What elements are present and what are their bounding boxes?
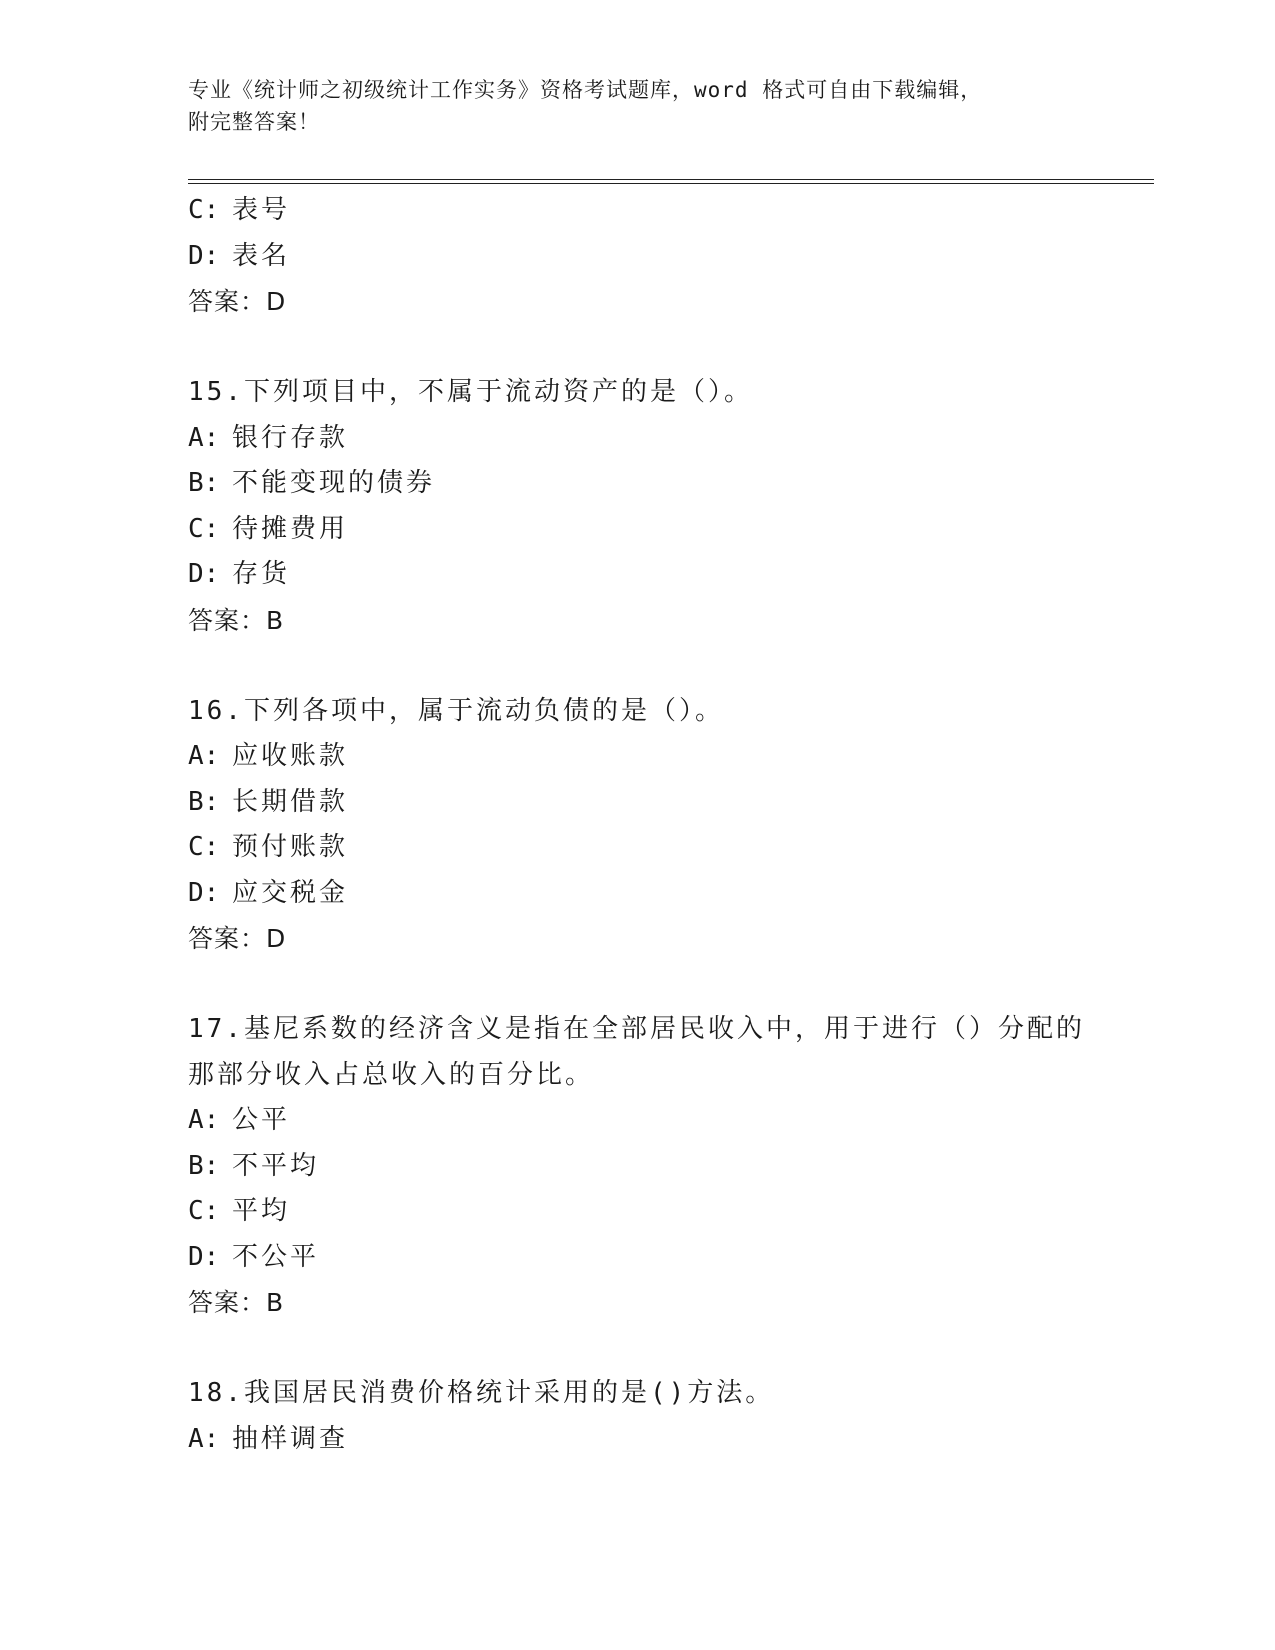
option-text: 不平均 [232, 1150, 320, 1181]
question-stem-continued: 那部分收入占总收入的百分比。 [188, 1059, 595, 1090]
option-letter: C: [188, 195, 220, 225]
option-text: 公平 [232, 1105, 291, 1135]
option-row [188, 871, 1148, 917]
option-text: 不公平 [232, 1241, 320, 1272]
option-row [188, 461, 1148, 507]
option-letter: B: [188, 468, 220, 498]
option-text: 银行存款 [232, 422, 349, 453]
question-stem: 18.我国居民消费价格统计采用的是()方法。 [188, 1378, 775, 1408]
option-letter: C: [188, 832, 220, 862]
option-text: 长期借款 [232, 786, 349, 817]
option-letter: B: [188, 786, 220, 817]
header-line-1: 专业《统计师之初级统计工作实务》资格考试题库，word 格式可自由下载编辑， [188, 78, 983, 102]
spacer [188, 325, 1148, 371]
question-stem: 16.下列各项中，属于流动负债的是（）。 [188, 695, 724, 726]
option-letter: D: [188, 877, 220, 908]
option-text: 待摊费用 [232, 513, 349, 544]
option-letter: A: [188, 422, 220, 453]
answer-line: 答案：B [188, 1288, 285, 1317]
option-letter: B: [188, 1150, 220, 1181]
option-row [188, 1098, 1148, 1144]
option-row [188, 552, 1148, 598]
option-text: 表名 [232, 240, 291, 271]
option-text: 不能变现的债券 [232, 468, 436, 498]
option-letter: D: [188, 1241, 220, 1272]
header-rule-top [188, 179, 1154, 180]
option-row [188, 507, 1148, 553]
option-letter: D: [188, 240, 220, 271]
option-letter: C: [188, 513, 220, 544]
option-row [188, 416, 1148, 462]
option-row [188, 188, 1148, 234]
answer-line: 答案：D [188, 924, 287, 953]
answer-line: 答案：B [188, 605, 285, 635]
spacer [188, 1326, 1148, 1372]
option-text: 表号 [232, 195, 291, 225]
option-row [188, 1417, 1148, 1463]
question-list [188, 188, 1148, 1462]
spacer [188, 962, 1148, 1008]
option-text: 存货 [232, 559, 291, 589]
option-text: 平均 [232, 1196, 291, 1226]
option-row [188, 1235, 1148, 1281]
document-header [188, 74, 1088, 138]
question-stem: 15.下列项目中，不属于流动资产的是（）。 [188, 377, 753, 407]
question-stem: 17.基尼系数的经济含义是指在全部居民收入中，用于进行（）分配的 [188, 1014, 1085, 1044]
option-text: 应收账款 [232, 741, 349, 771]
option-text: 应交税金 [232, 877, 349, 908]
option-row [188, 780, 1148, 826]
option-letter: A: [188, 1423, 220, 1454]
option-letter: A: [188, 1105, 220, 1135]
spacer [188, 643, 1148, 689]
option-letter: D: [188, 559, 220, 589]
option-row [188, 1189, 1148, 1235]
header-line-2: 附完整答案！ [188, 110, 320, 134]
option-row [188, 734, 1148, 780]
option-text: 预付账款 [232, 832, 349, 862]
option-letter: A: [188, 741, 220, 771]
option-row [188, 825, 1148, 871]
option-row [188, 1144, 1148, 1190]
option-letter: C: [188, 1196, 220, 1226]
option-row [188, 234, 1148, 280]
answer-line: 答案：D [188, 287, 287, 316]
header-rule-bottom [188, 183, 1154, 184]
option-text: 抽样调查 [232, 1423, 349, 1454]
